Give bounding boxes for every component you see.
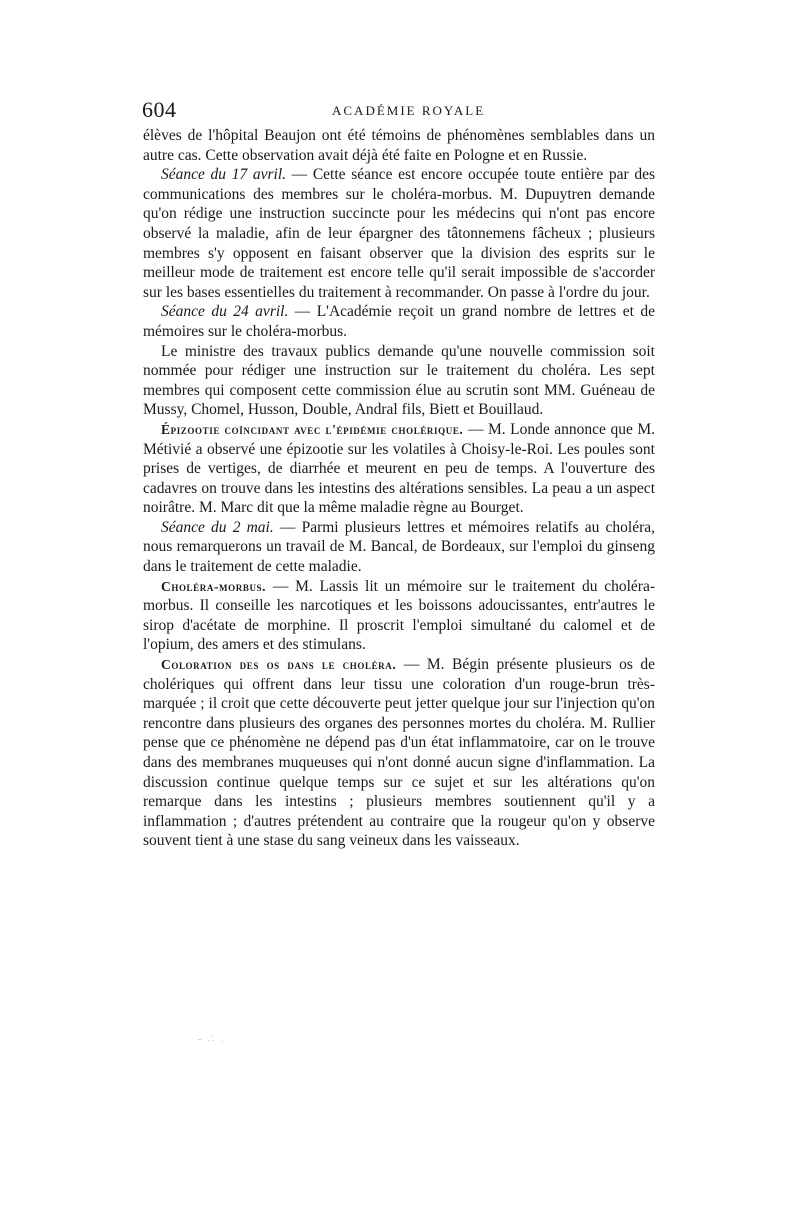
running-head: ACADÉMIE ROYALE (332, 103, 486, 118)
session-date-heading: Séance du 2 mai. (161, 518, 274, 536)
session-date-heading: Séance du 24 avril. (161, 303, 289, 321)
paragraph-continuation (143, 126, 655, 165)
paragraph-text: — L'Académie reçoit un grand nombre de lettres et de mémoires sur le choléra-morbus. (143, 303, 655, 340)
paragraph-coloration-des-os (143, 655, 655, 851)
paragraph-text: — Parmi plusieurs lettres et mémoires relatifs au choléra, nous remarquerons un travail de M. Bancal, de Bordeaux, sur l'emploi du ginseng dans le traitement de cette maladie. (143, 518, 655, 576)
paragraph-seance-2-mai (143, 518, 655, 577)
paragraph-cholera-morbus (143, 577, 655, 655)
section-heading: Choléra-morbus. (161, 578, 267, 594)
paragraph-seance-17-avril (143, 165, 655, 302)
paragraph-text: — M. Londe annonce que M. Métivié a observé une épizootie sur les volatiles à Choisy-le-Roi. Les poules sont prises de vertiges, de diarrhée et meurent en peu de temps. A l'ouverture des cadavres on trouve dans les intestins des altérations sensibles. La peau a un aspect noirâtre. M. Marc dit que la même maladie règne au Bourget. (143, 420, 656, 517)
paragraph-commission (143, 342, 655, 420)
body-text (143, 126, 655, 851)
session-date-heading: Séance du 17 avril. (161, 166, 287, 184)
paragraph-text: élèves de l'hôpital Beaujon ont été témoins de phénomènes semblables dans un autre cas. Cette observation avait déjà été faite en Pologne et en Russie. (143, 127, 655, 164)
page-header (142, 97, 682, 127)
paragraph-epizootie (143, 420, 655, 518)
faint-trailing-mark: - ∴ . (198, 1034, 226, 1045)
paragraph-text: — M. Lassis lit un mémoire sur le traitement du choléra-morbus. Il conseille les narcotiques et les boissons adoucissantes, entr'autres le sirop d'acétate de morphine. Il proscrit l'emploi simultané du calomel et de l'opium, des amers et des stimulans. (143, 577, 655, 654)
paragraph-text: — M. Bégin présente plusieurs os de cholériques qui offrent dans leur tissu une coloration d'un rouge-brun très-marquée ; il croit que cette découverte peut jetter quelque jour sur l'injection qu'on rencontre dans plusieurs des organes des personnes mortes du choléra. M. Rullier pense que ce phénomène ne dépend pas d'un état inflammatoire, car on le trouve dans des membranes muqueuses qui n'ont donné aucun signe d'inflammation. La discussion continue quelque temps sur ce sujet et sur les altérations qu'on remarque dans les intestins ; plusieurs membres soutiennent qu'il y a inflammation ; d'autres prétendent au contraire que la rougeur qu'on y observe souvent tient à une stase du sang veineux dans les vaisseaux. (143, 656, 655, 850)
section-heading: Coloration des os dans le choléra. (161, 657, 397, 673)
page-number: 604 (142, 97, 177, 122)
paragraph-text: Le ministre des travaux publics demande qu'une nouvelle commission soit nommée pour rédiger une instruction sur le traitement du choléra. Les sept membres qui composent cette commission élue au scrutin sont MM. Guéneau de Mussy, Chomel, Husson, Double, Andral fils, Biett et Bouillaud. (143, 342, 655, 419)
section-heading: Épizootie coïncidant avec l'épidémie cholérique. (161, 421, 464, 437)
paragraph-seance-24-avril (143, 302, 655, 341)
paragraph-text: — Cette séance est encore occupée toute entière par des communications des membres sur le choléra-morbus. M. Dupuytren demande qu'on rédige une instruction succincte pour les médecins qui n'ont pas encore observé la maladie, afin de leur épargner des tâtonnemens fâcheux ; plusieurs membres s'y opposent en faisant observer que la division des esprits sur le meilleur mode de traitement est encore telle qu'il serait impossible de s'accorder sur les bases essentielles du traitement à recommander. On passe à l'ordre du jour. (143, 166, 655, 301)
